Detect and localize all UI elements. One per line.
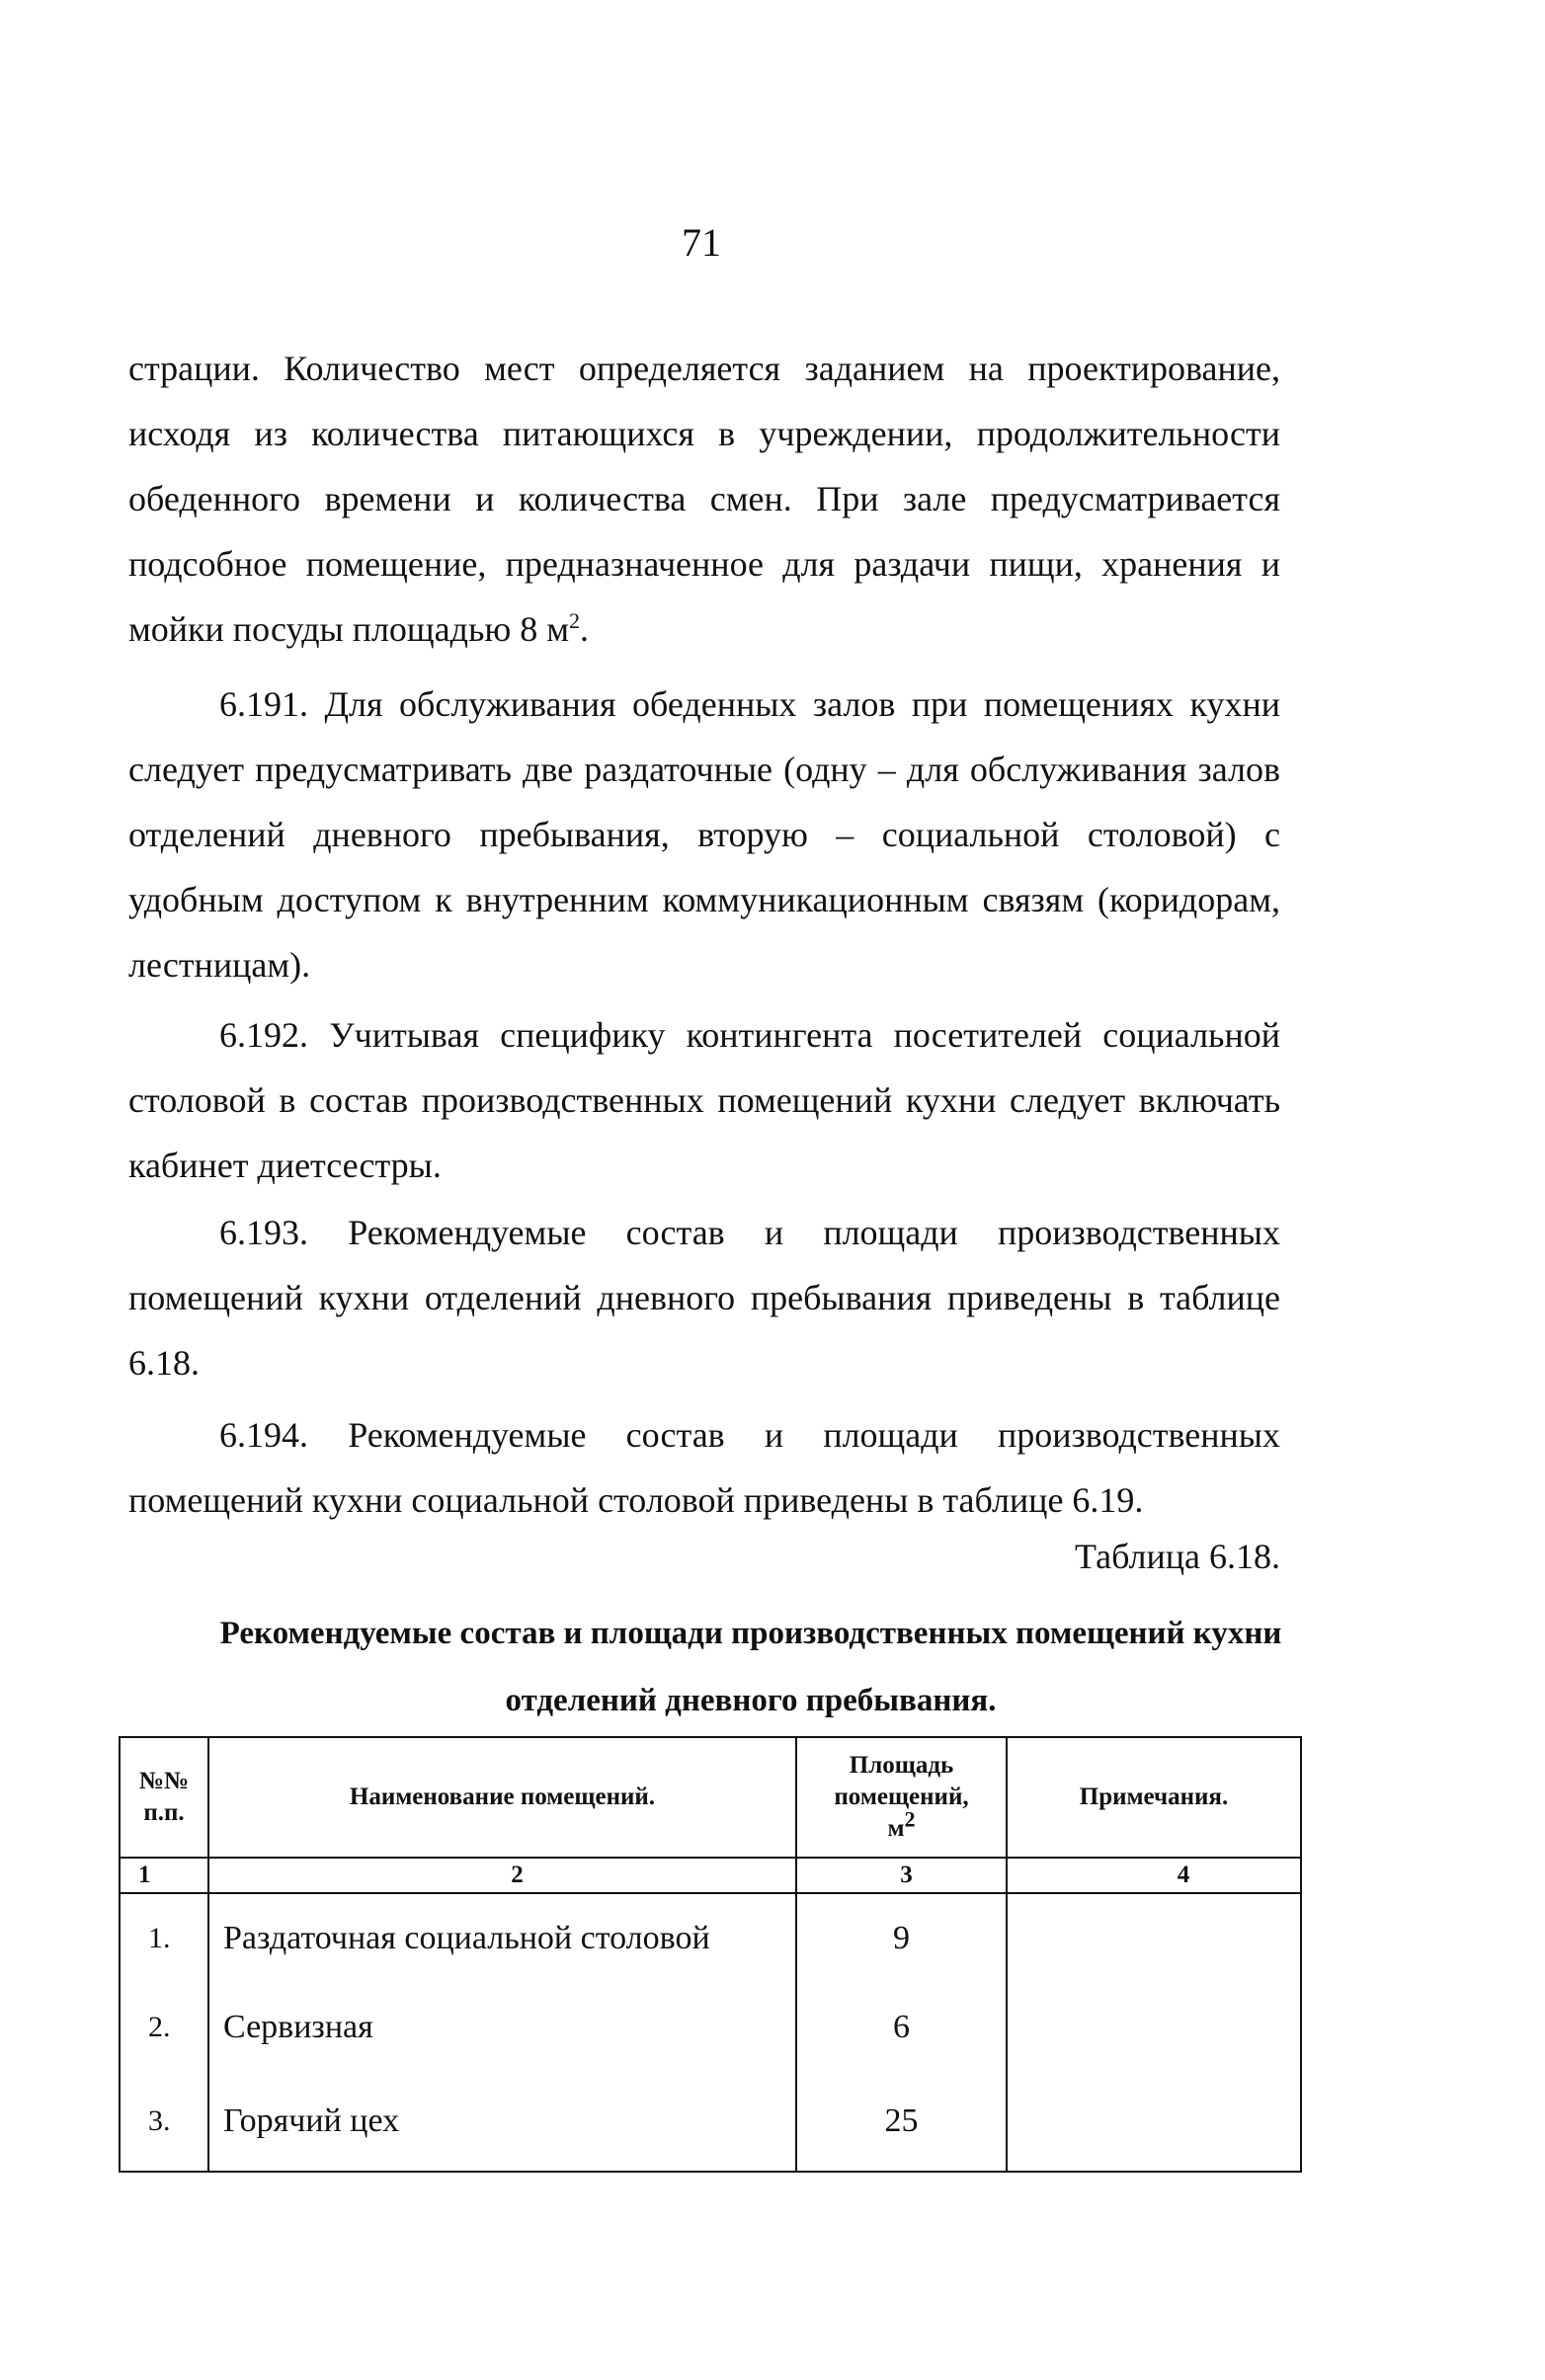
table-caption: Таблица 6.18. bbox=[1075, 1537, 1280, 1576]
header-number-line2: п.п. bbox=[143, 1799, 185, 1826]
column-number: 4 bbox=[1007, 1858, 1301, 1893]
room-name: Сервизная bbox=[208, 1983, 796, 2072]
paragraph-6-192 bbox=[128, 1002, 1280, 1204]
paragraph-6-193 bbox=[128, 1200, 1280, 1401]
header-area-line2: помещений, bbox=[834, 1784, 969, 1810]
table-title: Рекомендуемые состав и площади производственных помещений кухни отделений дневного пребывания. bbox=[219, 1616, 1282, 1718]
paragraph-text: страции. Количество мест определяется заданием на проектирование, исходя из количества питающихся в учреждении, продолжительности обеденного времени и количества смен. При зале предусматривается подсобное помещение, предназначенное для раздачи пищи, хранения и мойки посуды площадью 8 м bbox=[128, 349, 1280, 649]
column-number-row bbox=[120, 1858, 1301, 1893]
column-number: 1 bbox=[120, 1858, 208, 1893]
page-number: 71 bbox=[682, 220, 721, 265]
table-row bbox=[120, 1893, 1301, 1983]
paragraph-6-191 bbox=[128, 672, 1280, 1003]
rooms-table bbox=[119, 1736, 1302, 2173]
room-area: 25 bbox=[796, 2072, 1007, 2172]
header-area-unit: м bbox=[887, 1815, 905, 1842]
room-notes bbox=[1007, 2072, 1301, 2172]
table-header-row bbox=[120, 1737, 1301, 1858]
header-area-unit-sup: 2 bbox=[904, 1806, 916, 1832]
paragraph-number: 6.193. bbox=[219, 1213, 308, 1252]
header-area bbox=[796, 1737, 1007, 1858]
header-name: Наименование помещений. bbox=[208, 1737, 796, 1858]
room-area: 9 bbox=[796, 1893, 1007, 1983]
header-number bbox=[120, 1737, 208, 1858]
room-notes bbox=[1007, 1983, 1301, 2072]
table-row bbox=[120, 1983, 1301, 2072]
table-row bbox=[120, 2072, 1301, 2172]
paragraph-number: 6.192. bbox=[219, 1015, 308, 1055]
header-number-line1: №№ bbox=[138, 1768, 190, 1794]
column-number: 3 bbox=[796, 1858, 1007, 1893]
paragraph-6-194 bbox=[128, 1402, 1280, 1539]
row-number: 3. bbox=[120, 2072, 208, 2172]
row-number: 1. bbox=[120, 1893, 208, 1983]
paragraph-tail: . bbox=[580, 609, 590, 649]
paragraph-text: Учитывая специфику контингента посетителей социальной столовой в состав производственных помещений кухни следует включать кабинет диетсестры. bbox=[128, 1015, 1280, 1185]
room-name: Горячий цех bbox=[208, 2072, 796, 2172]
superscript-unit: 2 bbox=[569, 608, 581, 633]
paragraph-number: 6.191. bbox=[219, 684, 308, 724]
paragraph-text: Для обслуживания обеденных залов при помещениях кухни следует предусматривать две раздаточные (одну – для обслуживания залов отделений дневного пребывания, вторую – социальной столовой) с удобным доступом к внутренним коммуникационным связям (коридорам, лестницам). bbox=[128, 684, 1280, 985]
paragraph-text: Рекомендуемые состав и площади производственных помещений кухни социальной столовой приведены в таблице 6.19. bbox=[128, 1415, 1280, 1520]
paragraph-text: Рекомендуемые состав и площади производственных помещений кухни отделений дневного пребывания приведены в таблице 6.18. bbox=[128, 1213, 1280, 1383]
room-area: 6 bbox=[796, 1983, 1007, 2072]
room-notes bbox=[1007, 1893, 1301, 1983]
header-area-line1: Площадь bbox=[849, 1752, 954, 1779]
header-notes: Примечания. bbox=[1007, 1737, 1301, 1858]
row-number: 2. bbox=[120, 1983, 208, 2072]
paragraph-number: 6.194. bbox=[219, 1415, 308, 1455]
column-number: 2 bbox=[208, 1858, 796, 1893]
paragraph-continuation bbox=[128, 336, 1280, 668]
room-name: Раздаточная социальной столовой bbox=[208, 1893, 796, 1983]
